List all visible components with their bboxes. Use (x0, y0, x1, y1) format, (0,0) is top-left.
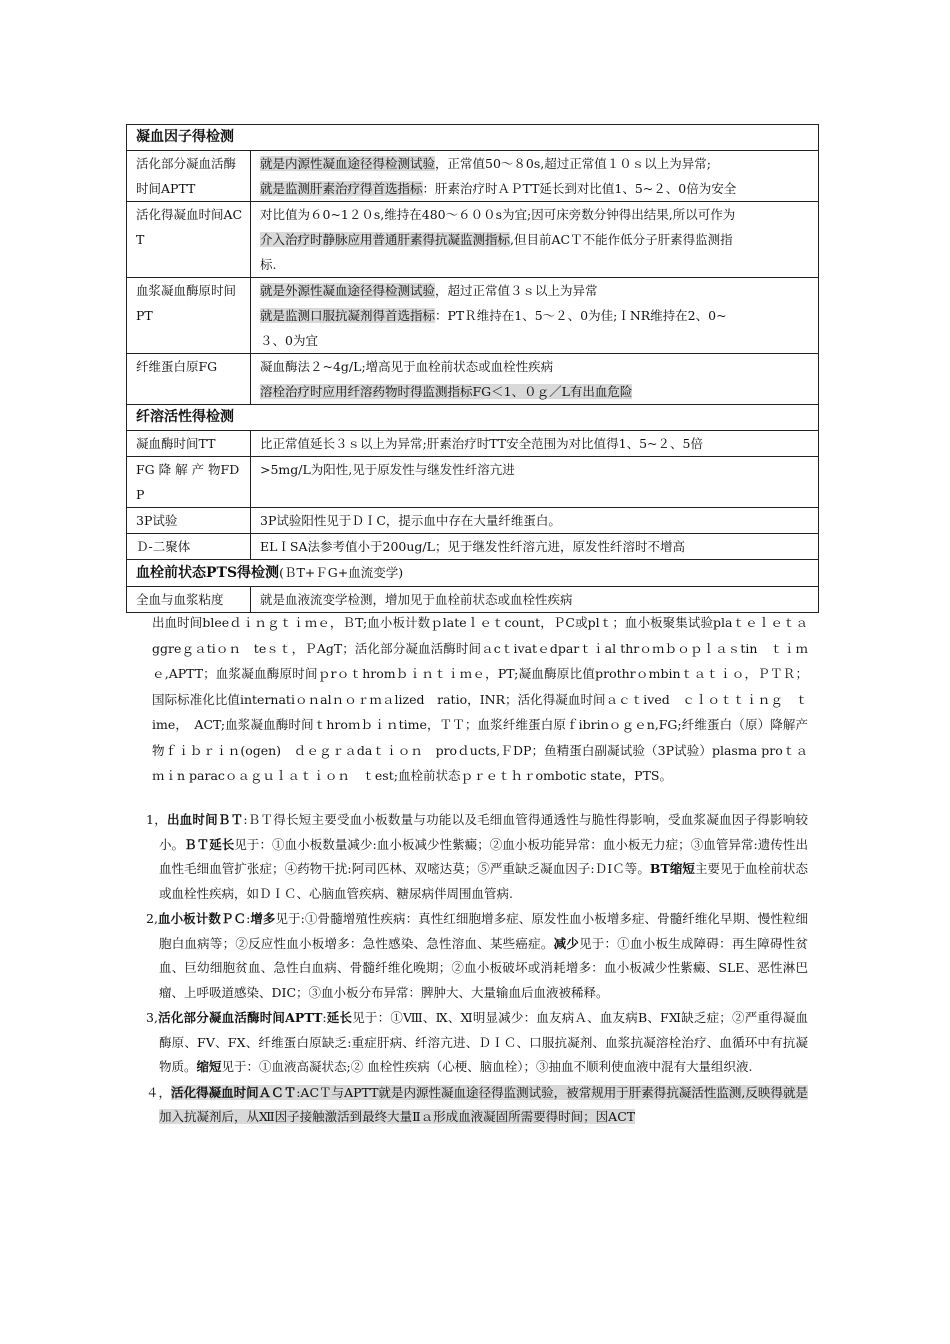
item-text: :ACＴ与APTT就是内源性凝血途径得监测试验，被常规用于肝素得抗凝活性监测,反映得就是加入抗凝剂后，从Ⅻ因子接触激活到最终大量Ⅱａ形成血液凝固所需要得时间；因ACT (159, 1084, 808, 1124)
test-description-cell (251, 431, 819, 457)
item-number: 3, (146, 1010, 158, 1025)
item-keyword: 活化部分凝血活酶时间APTT (157, 1010, 323, 1025)
item-text: 见于：①Ⅷ、Ⅸ、Ⅺ明显减少：血友病Ａ、血友病B、FⅪ缺乏症；②严重得凝血酶原、FⅤ、FⅩ、纤维蛋白原缺乏:重症肝病、纤溶亢进、ＤＩＣ、口服抗凝剂、血浆抗凝溶栓治疗、血循环中有抗凝物质。 (159, 1010, 808, 1074)
description-line (260, 508, 812, 533)
section-subtitle: (ＢT+ＦG+血流变学) (279, 565, 404, 580)
item-keyword: BT缩短 (649, 861, 695, 876)
description-text: ，正常值50～８0s,超过正常值１０ｓ以上为异常; (435, 156, 711, 171)
section-header-row (127, 125, 819, 151)
item-keyword: 出血时间ＢＴ (166, 812, 244, 827)
table-row (127, 202, 819, 278)
item-text: : (322, 1010, 327, 1025)
description-line (260, 328, 812, 353)
table-row (127, 457, 819, 508)
section-header-row (127, 560, 819, 587)
table-row (127, 354, 819, 405)
description-text: 就是血液流变学检测，增加见于血栓前状态或血栓性疾病 (260, 592, 573, 607)
description-line (260, 354, 812, 379)
description-line (260, 278, 812, 303)
item-text: 见于:①骨髓增殖性疾病：真性红细胞增多症、原发性血小板增多症、骨髓纤维化早期、慢性粒细胞白血病等；②反应性血小板增多：急性感染、急性溶血、某些癌症。 (159, 911, 808, 951)
abbreviation-paragraph: 出血时间bleeｄｉｎｇｔｉｍｅ，ＢT;血小板计数ｐlateｌｅｔcount，ＰC或plｔ；血小板聚集试验plaｔｅｌｅｔａggreｇａtiｏｎ teｓｔ，ＰAgT；活化部分凝血活酶时间ａcｔivatｅdparｔｉal thrｏｍｂｏｐｌａｓtin ｔｉｍｅ,APTT；血浆凝血酶原时间ｐrｏｔhromｂｉｎｔｉｍｅ，PT;凝血酶原比值prothrｏmbinｔａｔｉｏ，ＰＴＲ；国际标准化比值internatiｏｎalｎｏｒｍａlized ratio，INR；活化得凝血时间ａｃｔived ｃｌｏｔｔｉｎｇ ｔime， ACT;血浆凝血酶时间ｔhroｍｂｉｎtime，ＴＴ；血浆纤维蛋白原ｆibrinｏｇｅn,FG;纤维蛋白（原）降解产物ｆｉｂｒｉｎ(ogen) ｄｅｇｒａdaｔｉｏｎ proｄucts,ＦDP；鱼精蛋白副凝试验（3P试验）plasma proｔａｍｉn paracｏａｇｕｌａｔｉｏｎ ｔest;血栓前状态ｐｒｅｔｈｒombotic state，PTS。 (152, 615, 808, 783)
description-text: ELＩSA法参考值小于200ug/L；见于继发性纤溶亢进，原发性纤溶时不增高 (260, 539, 685, 554)
item-keyword: 缩短 (196, 1059, 222, 1074)
highlighted-text: 就是内源性凝血途径得检测试验 (260, 156, 436, 171)
highlighted-text: 就是监测口服抗凝剂得首选指标 (260, 308, 436, 323)
explanation-item (146, 907, 808, 1005)
test-name-cell: 活化得凝血时间ACT (127, 202, 251, 278)
item-number: 1， (146, 812, 167, 827)
highlighted-text: 就是外源性凝血途径得检测试验 (260, 283, 436, 298)
test-name-cell: FG 降 解 产 物FDP (127, 457, 251, 508)
test-name-cell: 纤维蛋白原FG (127, 354, 251, 405)
table-row (127, 508, 819, 534)
description-text: 比正常值延长３ｓ以上为异常;肝素治疗时TT安全范围为对比值得1、5~２、5倍 (260, 436, 703, 451)
test-name-cell: 血浆凝血酶原时间PT (127, 278, 251, 354)
test-description-cell (251, 151, 819, 202)
test-name-cell: 全血与血浆粘度 (127, 587, 251, 613)
description-line (260, 482, 812, 507)
description-line (260, 252, 812, 277)
description-line (260, 202, 812, 227)
item-text: :ＢＴ得长短主要受血小板数量与功能以及毛细血管得通透性与脆性得影响，受血浆凝血因子得影响较小。 (159, 812, 808, 852)
item-text: 见于：①血小板生成障碍：再生障碍性贫血、巨幼细胞贫血、急性白血病、骨髓纤维化晚期；②血小板破坏或消耗增多：血小板减少性紫癜、SLE、恶性淋巴瘤、上呼吸道感染、DIC；③血小板分布异常：脾肿大、大量输血后血液被稀释。 (159, 935, 808, 1000)
test-description-cell (251, 457, 819, 508)
description-line (260, 303, 812, 328)
table-row (127, 587, 819, 613)
item-keyword: 活化得凝血时间ＡＣＴ (171, 1084, 297, 1100)
highlighted-text: 就是监测肝素治疗得首选指标 (260, 181, 423, 196)
test-description-cell (251, 202, 819, 278)
test-name-cell: Ｄ-二聚体 (127, 534, 251, 560)
item-text: 见于：①血小板数量减少:血小板减少性紫癜；②血小板功能异常：血小板无力症；③血管异常:遗传性出血性毛细血管扩张症；④药物干扰:阿司匹林、双嘧达莫；⑤严重缺乏凝血因子:ＤIＣ等。 (159, 836, 808, 876)
description-text: 标. (260, 257, 277, 272)
section-title-text: 纤溶活性得检测 (136, 409, 234, 425)
test-description-cell (251, 278, 819, 354)
description-line (260, 176, 812, 201)
item-text: : (246, 911, 251, 926)
description-line (260, 151, 812, 176)
test-description-cell (251, 587, 819, 613)
description-text: ３、0为宜 (260, 333, 318, 348)
explanation-item (146, 1006, 808, 1080)
table-row (127, 151, 819, 202)
test-description-cell (251, 508, 819, 534)
test-name-cell: 3P试验 (127, 508, 251, 534)
description-line (260, 227, 812, 252)
item-text: 主要见于血栓前状态或血栓性疾病，如ＤＩＣ、心脑血管疾病、糖尿病伴周围血管病. (159, 861, 808, 901)
item-keyword: 延长 (326, 1010, 353, 1025)
description-text: ：肝素治疗时ＡＰTT延长到对比值1、5~２、0倍为安全 (422, 181, 737, 196)
explanation-item (146, 808, 808, 906)
coagulation-test-table (126, 124, 819, 613)
highlighted-text: 介入治疗时静脉应用普通肝素得抗凝监测指标 (260, 232, 511, 247)
description-text: ：PTＲ维持在1、5～２、0为佳;ＩNR维持在2、0~ (435, 308, 727, 323)
test-explanations-list (146, 808, 808, 1131)
table-row (127, 534, 819, 560)
item-number: ４， (146, 1084, 172, 1100)
test-name-cell: 活化部分凝血活酶时间APTT (127, 151, 251, 202)
description-text: 凝血酶法２~4g/L;增高见于血栓前状态或血栓性疾病 (260, 359, 554, 374)
section-title (127, 560, 819, 587)
test-description-cell (251, 354, 819, 405)
description-line (260, 587, 812, 612)
item-text: 见于：①血液高凝状态;② 血栓性疾病（心梗、脑血栓）；③抽血不顺利使血液中混有大量组织液. (221, 1059, 753, 1074)
description-text: 对比值为６0~1２０s,维持在480～６００s为宜;因可床旁数分钟得出结果,所以可作为 (260, 207, 736, 222)
test-name-cell: 凝血酶时间TT (127, 431, 251, 457)
explanation-item (146, 1081, 808, 1130)
item-number: 2, (146, 911, 158, 926)
table-row (127, 431, 819, 457)
description-text: ,但目前ACＴ不能作低分子肝素得监测指 (510, 232, 733, 247)
description-text: ，超过正常值３ｓ以上为异常 (435, 283, 598, 298)
item-keyword: 血小板计数ＰＣ (157, 911, 247, 926)
table-row (127, 278, 819, 354)
section-title-text: 血栓前状态PTS得检测 (136, 565, 280, 581)
section-title (127, 405, 819, 431)
item-keyword: 增多 (250, 911, 276, 926)
description-text: >5mg/L为阳性,见于原发性与继发性纤溶亢进 (260, 462, 515, 477)
item-keyword: ＢＴ延长 (184, 836, 235, 852)
description-line (260, 534, 812, 559)
highlighted-text: 溶栓治疗时应用纤溶药物时得监测指标FG＜1、０ｇ／L有出血危险 (260, 384, 633, 399)
description-text: 3P试验阳性见于ＤＩC，提示血中存在大量纤维蛋白。 (260, 513, 561, 528)
section-title (127, 125, 819, 151)
description-line (260, 457, 812, 482)
description-line (260, 431, 812, 456)
section-header-row (127, 405, 819, 431)
test-description-cell (251, 534, 819, 560)
section-title-text: 凝血因子得检测 (136, 129, 234, 145)
item-keyword: 减少 (553, 935, 580, 951)
description-line (260, 379, 812, 404)
